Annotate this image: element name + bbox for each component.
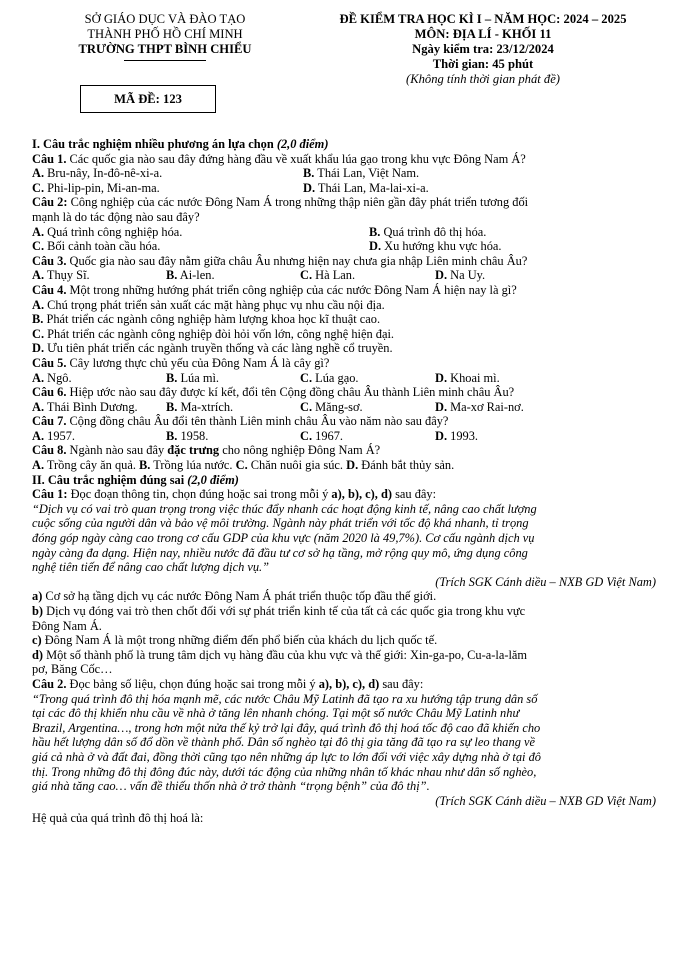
question-8: Câu 8. Ngành nào sau đây đặc trưng cho nông nghiệp Đông Nam Á? bbox=[32, 443, 381, 458]
passage-1-line: nghệ tiên tiến để nâng cao chất lượng dịch vụ.” bbox=[32, 560, 270, 575]
question-2-options-row-2 bbox=[32, 239, 656, 254]
option-a: A. Chú trọng phát triển sản xuất các mặt hàng phục vụ nhu cầu nội địa. bbox=[32, 297, 385, 312]
statement-d: d) Một số thành phố là trung tâm dịch vụ hàng đầu của khu vực và thế giới: Xin-ga-po, Cu-a-la-lăm bbox=[32, 647, 528, 662]
passage-1-line: đóng góp ngày càng cao trong cơ cấu GDP của khu vực (năm 2020 là 49,7%). Cơ cấu ngành dịch vụ bbox=[32, 531, 535, 546]
part1-heading: I. Câu trắc nghiệm nhiều phương án lựa chọn (2,0 điểm) bbox=[32, 137, 329, 151]
school-name: TRƯỜNG THPT BÌNH CHIỂU bbox=[78, 42, 252, 56]
option-c: C. Phi-lip-pin, Mi-an-ma. bbox=[32, 180, 160, 195]
part2-heading: II. Câu trắc nghiệm đúng sai (2,0 điểm) bbox=[32, 472, 239, 487]
question-2: Câu 2: Công nghiệp của các nước Đông Nam Á trong những thập niên gần đây phát triển tương đối bbox=[32, 195, 529, 210]
exam-date: Ngày kiểm tra: 23/12/2024 bbox=[412, 42, 554, 56]
question-5: Câu 5. Cây lương thực chủ yếu của Đông Nam Á là cây gì? bbox=[32, 355, 330, 370]
passage-1-line: cuộc sống của người dân và bảo vệ môi trường. Ngành này phát triển với tốc độ khá nhanh, tỉ trọng bbox=[32, 516, 529, 531]
exam-body bbox=[32, 137, 656, 826]
statement-d-cont: pơ, Băng Cốc… bbox=[32, 662, 113, 677]
header-right bbox=[296, 12, 670, 87]
passage-2-line: giá nhà tăng cao… vấn đề thiếu thốn nhà ở trở thành “trọng bệnh” của đô thị”. bbox=[32, 779, 430, 794]
exam-note: (Không tính thời gian phát đề) bbox=[406, 72, 560, 86]
option-c: C. Lúa gạo. bbox=[300, 370, 359, 385]
tf-question-2: Câu 2. Đọc bảng số liệu, chọn đúng hoặc sai trong mỗi ý a), b), c), d) sau đây: bbox=[32, 676, 424, 691]
passage-1-source: (Trích SGK Cánh diều – NXB GD Việt Nam) bbox=[435, 574, 656, 589]
statement-b-cont: Đông Nam Á. bbox=[32, 618, 102, 633]
option-b: B. Thái Lan, Việt Nam. bbox=[303, 166, 420, 181]
statement-b: b) Dịch vụ đóng vai trò then chốt đối với sự phát triển kinh tế của tất cả các quốc gia trong khu vực bbox=[32, 604, 526, 618]
question-8-options: A. Trồng cây ăn quả. B. Trồng lúa nước. C. Chăn nuôi gia súc. D. Đánh bắt thủy sản. bbox=[32, 458, 455, 473]
exam-time: Thời gian: 45 phút bbox=[432, 57, 534, 71]
consequence-prompt: Hệ quả của quá trình đô thị hoá là: bbox=[32, 811, 204, 826]
question-3-options bbox=[32, 268, 656, 283]
question-1-options-row-1 bbox=[32, 166, 656, 181]
question-6-options bbox=[32, 400, 656, 415]
passage-2-line: tại các đô thị khiến nhu cầu về nhà ở tăng lên nhanh chóng. Tại một số nước Châu Mỹ Latinh như bbox=[32, 706, 520, 721]
option-d: D. Ma-xơ Rai-nơ. bbox=[435, 399, 524, 414]
exam-subject: MÔN: ĐỊA LÍ - KHỐI 11 bbox=[414, 27, 552, 41]
statement-c: c) Đông Nam Á là một trong những điểm đến phổ biến của khách du lịch quốc tế. bbox=[32, 633, 438, 648]
question-4: Câu 4. Một trong những hướng phát triển công nghiệp của các nước Đông Nam Á hiện nay là gì? bbox=[32, 282, 517, 297]
option-d: D. Khoai mì. bbox=[435, 370, 500, 385]
option-c: C. 1967. bbox=[300, 428, 344, 443]
option-b: B. Ma-xtrích. bbox=[166, 399, 234, 414]
question-7-options bbox=[32, 429, 656, 444]
question-7: Câu 7. Cộng đồng châu Âu đổi tên thành Liên minh châu Âu vào năm nào sau đây? bbox=[32, 414, 449, 429]
option-d: D. Ưu tiên phát triển các ngành truyền thống và các làng nghề cổ truyền. bbox=[32, 341, 393, 356]
question-3: Câu 3. Quốc gia nào sau đây nằm giữa châu Âu nhưng hiện nay chưa gia nhập Liên minh châu Âu? bbox=[32, 253, 528, 268]
option-a: A. Thái Bình Dương. bbox=[32, 399, 138, 414]
passage-1-line: ngày càng đa dạng. Hiện nay, nhiều nước đã đầu tư cơ sở hạ tầng, mở rộng quy mô, ứng dụng công bbox=[32, 545, 528, 560]
passage-2-source: (Trích SGK Cánh diều – NXB GD Việt Nam) bbox=[435, 793, 656, 808]
passage-2-line: Brazil, Argentina…, trong hơn một nửa thế kỷ trở lại đây, quá trình đô thị hoá tốc độ cao đã khiến cho bbox=[32, 720, 541, 735]
header-left bbox=[20, 12, 310, 61]
question-2-cont: mạnh là do tác động nào sau đây? bbox=[32, 209, 200, 224]
option-c: C. Phát triển các ngành công nghiệp đòi hỏi vốn lớn, công nghệ hiện đại. bbox=[32, 326, 395, 341]
option-c: C. Bối cảnh toàn cầu hóa. bbox=[32, 239, 161, 254]
option-b: B. Quá trình đô thị hóa. bbox=[369, 224, 487, 239]
passage-2-line: thị. Trong những đô thị đông đúc này, dưới tác động của những nhân tố khác nhau như dân số nghèo, bbox=[32, 764, 537, 779]
option-b: B. 1958. bbox=[166, 428, 209, 443]
question-1: Câu 1. Các quốc gia nào sau đây đứng hàng đầu về xuất khẩu lúa gạo trong khu vực Đông Nam Á? bbox=[32, 151, 526, 166]
option-d: D. Thái Lan, Ma-lai-xi-a. bbox=[303, 180, 429, 195]
option-b: B. Phát triển các ngành công nghiệp hàm lượng khoa học kĩ thuật cao. bbox=[32, 312, 381, 327]
option-d: D. 1993. bbox=[435, 428, 479, 443]
question-5-options bbox=[32, 371, 656, 386]
option-d: D. Xu hướng khu vực hóa. bbox=[369, 239, 502, 254]
option-d: D. Na Uy. bbox=[435, 268, 486, 283]
option-a: A. Thụy Sĩ. bbox=[32, 268, 90, 283]
option-b: B. Lúa mì. bbox=[166, 370, 220, 385]
option-b: B. Ai-len. bbox=[166, 268, 215, 283]
question-6: Câu 6. Hiệp ước nào sau đây được kí kết, đổi tên Cộng đồng châu Âu thành Liên minh châu Âu? bbox=[32, 385, 515, 400]
department-name: SỞ GIÁO DỤC VÀ ĐÀO TẠO bbox=[84, 12, 246, 26]
option-c: C. Hà Lan. bbox=[300, 268, 356, 283]
question-2-options-row-1 bbox=[32, 225, 656, 240]
exam-code-box: MÃ ĐỀ: 123 bbox=[80, 85, 216, 113]
exam-title: ĐỀ KIỂM TRA HỌC KÌ I – NĂM HỌC: 2024 – 2025 bbox=[339, 12, 627, 26]
header-divider bbox=[124, 60, 206, 61]
city-name: THÀNH PHỐ HỒ CHÍ MINH bbox=[87, 27, 243, 41]
option-a: A. 1957. bbox=[32, 428, 76, 443]
option-a: A. Quá trình công nghiệp hóa. bbox=[32, 224, 183, 239]
option-c: C. Măng-sơ. bbox=[300, 399, 363, 414]
passage-2-line: “Trong quá trình đô thị hóa mạnh mẽ, các nước Châu Mỹ Latinh đã tạo ra xu hướng tập trung dân số bbox=[32, 691, 538, 706]
passage-2-line: giá cả nhà ở và đất đai, đồng thời cũng tạo nên những áp lực to lớn đối với việc xây dựng nhà ở tại đô bbox=[32, 749, 541, 764]
option-a: A. Ngô. bbox=[32, 370, 72, 385]
statement-a: a) Cơ sở hạ tầng dịch vụ các nước Đông Nam Á phát triển thuộc tốp đầu thế giới. bbox=[32, 589, 437, 604]
question-1-options-row-2 bbox=[32, 181, 656, 196]
passage-2-line: hầu hết lượng dân số đổ dồn về thành phố. Dân số nghèo tại đô thị gia tăng đã tạo ra sự leo thang về bbox=[32, 735, 535, 750]
passage-1-line: “Dịch vụ có vai trò quan trọng trong việc thúc đẩy nhanh các hoạt động kinh tế, nâng cao chất lượng bbox=[32, 501, 537, 516]
tf-question-1: Câu 1: Đọc đoạn thông tin, chọn đúng hoặc sai trong mỗi ý a), b), c), d) sau đây: bbox=[32, 487, 437, 502]
exam-header bbox=[0, 12, 693, 112]
option-a: A. Bru-nây, In-đô-nê-xi-a. bbox=[32, 166, 163, 181]
